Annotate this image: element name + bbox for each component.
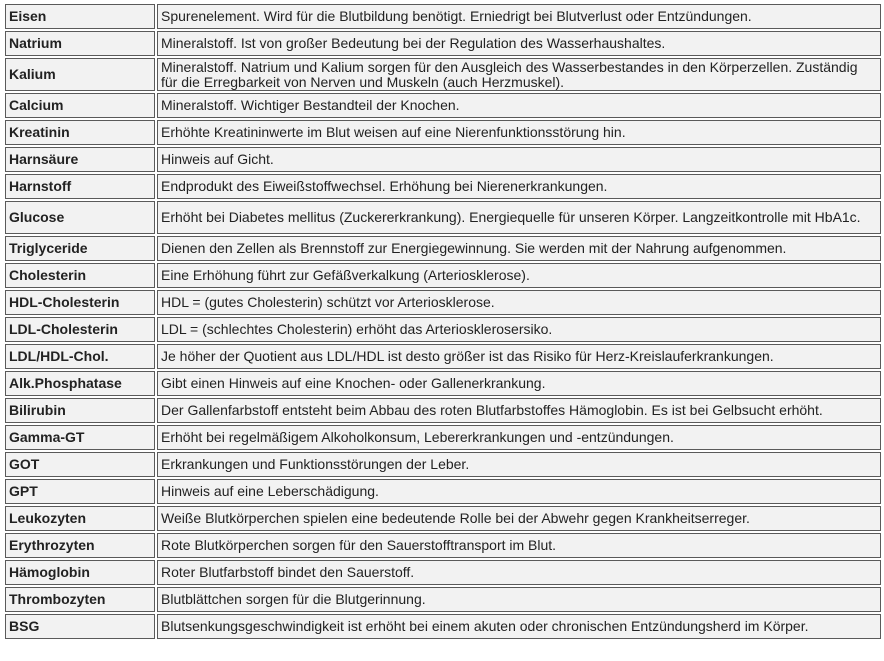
row-description: LDL = (schlechtes Cholesterin) erhöht das Arteriosklerosersiko. — [157, 317, 881, 342]
row-description: Mineralstoff. Ist von großer Bedeutung bei der Regulation des Wasserhaushaltes. — [157, 31, 881, 56]
row-term: Cholesterin — [5, 263, 155, 288]
row-term: Leukozyten — [5, 506, 155, 531]
row-term: Gamma-GT — [5, 425, 155, 450]
table-row — [5, 93, 881, 118]
table-row — [5, 147, 881, 172]
row-term: Alk.Phosphatase — [5, 371, 155, 396]
table-row — [5, 344, 881, 369]
row-term: Kalium — [5, 58, 155, 91]
row-description: Roter Blutfarbstoff bindet den Sauerstoff. — [157, 560, 881, 585]
row-description: Gibt einen Hinweis auf eine Knochen- oder Gallenerkrankung. — [157, 371, 881, 396]
row-description: Spurenelement. Wird für die Blutbildung benötigt. Erniedrigt bei Blutverlust oder Entzündungen. — [157, 4, 881, 29]
row-description: Mineralstoff. Wichtiger Bestandteil der Knochen. — [157, 93, 881, 118]
table-row — [5, 479, 881, 504]
row-term: Calcium — [5, 93, 155, 118]
row-term: Harnstoff — [5, 174, 155, 199]
row-term: LDL-Cholesterin — [5, 317, 155, 342]
row-term: Harnsäure — [5, 147, 155, 172]
table-row — [5, 425, 881, 450]
row-description: Mineralstoff. Natrium und Kalium sorgen für den Ausgleich des Wasserbestandes in den Körperzellen. Zuständig für die Erregbarkeit von Nerven und Muskeln (auch Herzmuskel). — [157, 58, 881, 91]
table-row — [5, 263, 881, 288]
row-term: LDL/HDL-Chol. — [5, 344, 155, 369]
row-term: GOT — [5, 452, 155, 477]
table-row — [5, 587, 881, 612]
row-term: Triglyceride — [5, 236, 155, 261]
table-row — [5, 236, 881, 261]
table-row — [5, 371, 881, 396]
table-row — [5, 120, 881, 145]
table-row — [5, 614, 881, 639]
row-description: HDL = (gutes Cholesterin) schützt vor Arteriosklerose. — [157, 290, 881, 315]
row-term: Erythrozyten — [5, 533, 155, 558]
row-description: Hinweis auf Gicht. — [157, 147, 881, 172]
row-description: Erhöhte Kreatininwerte im Blut weisen auf eine Nierenfunktionsstörung hin. — [157, 120, 881, 145]
row-description: Erhöht bei regelmäßigem Alkoholkonsum, Lebererkrankungen und -entzündungen. — [157, 425, 881, 450]
table-row — [5, 174, 881, 199]
row-description: Dienen den Zellen als Brennstoff zur Energiegewinnung. Sie werden mit der Nahrung aufgenommen. — [157, 236, 881, 261]
table-row — [5, 31, 881, 56]
table-body — [5, 4, 881, 639]
table-row — [5, 4, 881, 29]
lab-values-table — [3, 2, 883, 641]
row-term: Thrombozyten — [5, 587, 155, 612]
row-description: Je höher der Quotient aus LDL/HDL ist desto größer ist das Risiko für Herz-Kreislauferkrankungen. — [157, 344, 881, 369]
row-description: Der Gallenfarbstoff entsteht beim Abbau des roten Blutfarbstoffes Hämoglobin. Es ist bei Gelbsucht erhöht. — [157, 398, 881, 423]
row-term: HDL-Cholesterin — [5, 290, 155, 315]
table-row — [5, 533, 881, 558]
row-term: Glucose — [5, 201, 155, 234]
row-description: Blutblättchen sorgen für die Blutgerinnung. — [157, 587, 881, 612]
table-row — [5, 506, 881, 531]
row-description: Hinweis auf eine Leberschädigung. — [157, 479, 881, 504]
row-term: Natrium — [5, 31, 155, 56]
table-row — [5, 398, 881, 423]
row-term: Hämoglobin — [5, 560, 155, 585]
row-description: Endprodukt des Eiweißstoffwechsel. Erhöhung bei Nierenerkrankungen. — [157, 174, 881, 199]
table-row — [5, 290, 881, 315]
table-row — [5, 560, 881, 585]
row-term: GPT — [5, 479, 155, 504]
table-row — [5, 58, 881, 91]
table-row — [5, 201, 881, 234]
row-description: Blutsenkungsgeschwindigkeit ist erhöht bei einem akuten oder chronischen Entzündungsherd im Körper. — [157, 614, 881, 639]
row-term: Eisen — [5, 4, 155, 29]
row-description: Erkrankungen und Funktionsstörungen der Leber. — [157, 452, 881, 477]
row-term: BSG — [5, 614, 155, 639]
row-term: Bilirubin — [5, 398, 155, 423]
row-description: Weiße Blutkörperchen spielen eine bedeutende Rolle bei der Abwehr gegen Krankheitserreger. — [157, 506, 881, 531]
row-description: Rote Blutkörperchen sorgen für den Sauerstofftransport im Blut. — [157, 533, 881, 558]
row-term: Kreatinin — [5, 120, 155, 145]
table-row — [5, 452, 881, 477]
row-description: Erhöht bei Diabetes mellitus (Zuckererkrankung). Energiequelle für unseren Körper. Langzeitkontrolle mit HbA1c. — [157, 201, 881, 234]
row-description: Eine Erhöhung führt zur Gefäßverkalkung (Arteriosklerose). — [157, 263, 881, 288]
table-row — [5, 317, 881, 342]
